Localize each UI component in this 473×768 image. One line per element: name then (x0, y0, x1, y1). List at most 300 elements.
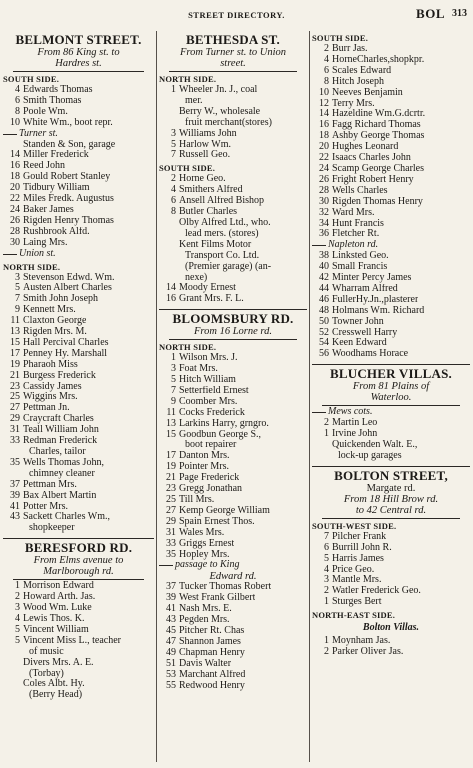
house-number: 2 (324, 585, 329, 597)
house-number: 24 (10, 203, 20, 215)
occupant-name: Fright Robert Henry (332, 174, 414, 185)
house-number: 10 (10, 116, 20, 128)
unnumbered-entry: Divers Mrs. A. E. (23, 656, 94, 668)
occupant-name: Woodhams Horace (332, 349, 409, 360)
directory-entry (3, 592, 154, 603)
directory-entry (3, 636, 154, 647)
street-heading: BLUCHER VILLAS. (330, 366, 452, 382)
house-number: 16 (319, 119, 329, 131)
house-number: 2 (324, 645, 329, 657)
directory-entry (312, 142, 470, 153)
house-number: 33 (166, 537, 176, 549)
house-number: 1 (171, 352, 176, 364)
directory-entry (159, 539, 307, 550)
occupant-name: Austen Albert Charles (23, 283, 112, 294)
house-number: 4 (324, 53, 329, 65)
side-heading: NORTH SIDE. (159, 74, 217, 84)
house-number: 3 (171, 363, 176, 375)
directory-entry (159, 582, 307, 593)
house-number: 56 (319, 348, 329, 360)
occupant-name: Wells Thomas John, (23, 457, 104, 468)
entry-continuation: Charles, tailor (29, 446, 86, 457)
directory-entry (159, 408, 307, 419)
directory-entry (312, 328, 470, 339)
house-number: 5 (15, 634, 20, 646)
house-number: 3 (15, 602, 20, 614)
occupant-name: Danton Mrs. (179, 451, 230, 462)
house-number: 36 (319, 228, 329, 240)
occupant-name: Wales Mrs. (179, 527, 225, 538)
occupant-name: Cassidy James (23, 381, 82, 392)
directory-entry (159, 648, 307, 659)
occupant-name: Minter Percy James (332, 273, 412, 284)
directory-entry (312, 295, 470, 306)
side-heading: SOUTH-WEST SIDE. (312, 520, 397, 531)
directory-entry (312, 77, 470, 88)
house-number: 35 (10, 456, 20, 468)
street-extent: Edward rd. (209, 571, 257, 583)
occupant-name: Miller Frederick (23, 150, 89, 161)
directory-entry (312, 543, 470, 554)
house-number: 9 (15, 304, 20, 316)
occupant-name: Larkins Harry, grngro. (179, 418, 269, 429)
occupant-name: Redwood Henry (179, 680, 245, 691)
occupant-name: White Wm., boot repr. (23, 117, 113, 128)
entry-continuation: lock-up garages (338, 449, 402, 461)
house-number: 39 (166, 592, 176, 604)
house-number: 55 (166, 679, 176, 691)
occupant-name: Burr Jas. (332, 44, 368, 54)
occupant-name: Williams John (179, 128, 237, 139)
directory-entry (159, 185, 307, 196)
house-number: 10 (319, 86, 329, 98)
street-extent: From 81 Plains of (352, 381, 430, 393)
directory-entry (159, 615, 307, 626)
house-number: 4 (171, 184, 176, 196)
occupant-name: Towner John (332, 316, 384, 327)
house-number: 17 (10, 347, 20, 359)
occupant-name: Pettman Mrs. (23, 479, 77, 490)
directory-entry (3, 194, 154, 205)
cross-street (312, 240, 470, 251)
occupant-name: Craycraft Charles (23, 414, 94, 425)
street-extent: Waterloo. (370, 392, 412, 404)
occupant-name: Mantle Mrs. (332, 575, 382, 586)
house-number: 30 (10, 236, 20, 248)
dash-mark (312, 412, 326, 413)
occupant-name: Vincent Miss L., teacher (23, 635, 121, 646)
directory-entry (312, 208, 470, 219)
house-number: 11 (10, 315, 20, 327)
occupant-name: Rigden Thomas Henry (332, 196, 423, 207)
house-number: 7 (15, 293, 20, 305)
occupant-name: Horne Geo. (179, 174, 226, 185)
directory-entry (312, 66, 470, 77)
occupant-name: Nash Mrs. E. (179, 604, 232, 615)
house-number: 23 (166, 483, 176, 495)
directory-entry (3, 294, 154, 305)
occupant-name: Keen Edward (332, 338, 387, 349)
occupant-name: Pilcher Frank (332, 531, 387, 542)
directory-entry (3, 338, 154, 349)
occupant-name: Spain Ernest Thos. (179, 516, 255, 527)
house-number: 37 (166, 581, 176, 593)
house-number: 3 (15, 271, 20, 283)
occupant-name: Edwards Thomas (23, 85, 93, 95)
house-number: 46 (319, 293, 329, 305)
house-number: 6 (324, 64, 329, 76)
directory-entry (159, 593, 307, 604)
occupant-name: Wells Charles (332, 185, 388, 196)
occupant-name: Pettman Jn. (23, 403, 70, 414)
directory-entry (159, 196, 307, 207)
column-3 (312, 31, 470, 764)
directory-entry (3, 382, 154, 393)
directory-entry (312, 197, 470, 208)
divider-rule (312, 364, 470, 365)
occupant-name: Vincent William (23, 624, 89, 635)
house-number: 37 (10, 478, 20, 490)
occupant-name: Setterfield Ernest (179, 385, 249, 396)
entry-continuation: (Torbay) (29, 667, 64, 679)
directory-entry (159, 659, 307, 670)
occupant-name: Till Mrs. (179, 495, 215, 505)
dash-mark (3, 254, 17, 255)
entry-continuation: shopkeeper (29, 522, 75, 534)
house-number: 14 (166, 282, 176, 294)
occupant-name: Parker Oliver Jas. (332, 646, 404, 657)
directory-entry (3, 614, 154, 625)
directory-entry (312, 554, 470, 565)
house-number: 32 (319, 206, 329, 218)
occupant-name: Tucker Thomas Robert (179, 582, 272, 593)
directory-entry (3, 480, 154, 491)
directory-entry (159, 174, 307, 185)
house-number: 11 (166, 406, 176, 418)
house-number: 2 (171, 173, 176, 185)
house-number: 25 (10, 391, 20, 403)
occupant-name: Grant Mrs. F. L. (179, 294, 244, 305)
directory-entry (312, 251, 470, 262)
entry-continuation: fruit merchant(stores) (185, 116, 272, 128)
street-heading: BLOOMSBURY RD. (172, 311, 294, 327)
directory-entry (3, 512, 154, 523)
directory-entry (159, 528, 307, 539)
house-number: 18 (319, 130, 329, 142)
directory-entry (312, 349, 470, 360)
house-number: 5 (15, 282, 20, 294)
directory-entry (3, 85, 154, 96)
house-number: 38 (319, 250, 329, 262)
house-number: 16 (166, 293, 176, 305)
house-number: 3 (171, 127, 176, 139)
directory-entry (3, 625, 154, 636)
occupant-name: Burgess Frederick (23, 370, 96, 381)
occupant-name: Shannon James (179, 636, 241, 647)
cross-street (312, 407, 470, 418)
occupant-name: Fagg Richard Thomas (332, 120, 421, 131)
house-number: 53 (166, 668, 176, 680)
occupant-name: Isaacs Charles John (332, 153, 411, 164)
occupant-name: Cresswell Harry (332, 327, 398, 338)
directory-entry (312, 44, 470, 55)
directory-entry (159, 397, 307, 408)
occupant-name: Gould Robert Stanley (23, 172, 111, 183)
divider-rule (3, 538, 154, 539)
directory-entry (159, 670, 307, 681)
house-number: 1 (324, 635, 329, 647)
directory-entry (3, 425, 154, 436)
house-number: 27 (166, 504, 176, 516)
directory-entry (312, 317, 470, 328)
occupant-name: Reed John (23, 161, 65, 172)
house-number: 43 (10, 511, 20, 523)
directory-entry (312, 186, 470, 197)
house-number: 5 (15, 623, 20, 635)
directory-entry (312, 175, 470, 186)
house-number: 26 (10, 214, 20, 226)
occupant-name: Wheeler Jn. J., coal (179, 85, 258, 95)
house-number: 54 (319, 337, 329, 349)
house-number: 25 (166, 494, 176, 505)
directory-entry (312, 306, 470, 317)
occupant-name: Hopley Mrs. (179, 549, 230, 560)
directory-entry (159, 626, 307, 637)
directory-entry (159, 506, 307, 517)
house-number: 19 (166, 461, 176, 473)
column-divider (309, 31, 310, 762)
unnumbered-entry: Coles Albt. Hy. (23, 678, 85, 690)
divider-rule (312, 466, 470, 467)
occupant-name: Kemp George William (179, 505, 270, 516)
occupant-name: Terry Mrs. (332, 98, 375, 109)
occupant-name: Pitcher Rt. Chas (179, 625, 245, 636)
dash-mark (3, 134, 17, 135)
directory-entry (3, 392, 154, 403)
directory-entry (159, 681, 307, 692)
house-number: 48 (319, 304, 329, 316)
side-heading: SOUTH SIDE. (3, 74, 60, 84)
house-number: 5 (171, 374, 176, 386)
house-number: 14 (319, 108, 329, 120)
house-number: 28 (319, 184, 329, 196)
house-number: 35 (166, 548, 176, 560)
directory-entry (3, 227, 154, 238)
house-number: 51 (166, 657, 176, 669)
house-number: 21 (10, 369, 20, 381)
occupant-name: Butler Charles (179, 207, 238, 218)
occupant-name: Coomber Mrs. (179, 396, 238, 407)
house-number: 15 (166, 428, 176, 440)
unnumbered-entry: Quickenden Walt. E., (332, 439, 418, 450)
divider-rule (13, 579, 144, 580)
directory-entry (159, 129, 307, 140)
occupant-name: Hitch William (179, 375, 236, 386)
directory-entry (159, 150, 307, 161)
house-number: 31 (10, 424, 20, 436)
directory-entry (312, 532, 470, 543)
house-number: 28 (10, 225, 20, 237)
occupant-name: West Frank Gilbert (179, 593, 256, 604)
house-number: 5 (171, 138, 176, 150)
divider-rule (322, 518, 460, 519)
house-number: 41 (166, 603, 176, 615)
column-1 (3, 31, 154, 764)
street-extent: street. (220, 58, 246, 69)
house-number: 17 (166, 450, 176, 462)
occupant-name: Davis Walter (179, 658, 232, 669)
directory-entry (3, 161, 154, 172)
directory-entry (3, 502, 154, 513)
house-number: 2 (324, 43, 329, 54)
occupant-name: Tidbury William (23, 183, 90, 194)
house-number: 6 (171, 195, 176, 207)
directory-entry (312, 586, 470, 597)
street-extent: From 16 Lorne rd. (194, 326, 272, 338)
directory-entry (159, 473, 307, 484)
column-divider (156, 31, 157, 762)
house-number: 21 (166, 472, 176, 484)
directory-entry (159, 294, 307, 305)
occupant-name: Price Geo. (332, 564, 375, 575)
house-number: 1 (15, 580, 20, 592)
house-number: 44 (319, 282, 329, 294)
entry-continuation: mer. (185, 94, 203, 106)
occupant-name: Miles Fredk. Augustus (23, 194, 114, 205)
directory-entry (312, 636, 470, 647)
running-title: STREET DIRECTORY. (188, 10, 285, 20)
occupant-name: Sturges Bert (332, 597, 382, 608)
occupant-name: Wood Wm. Luke (23, 603, 92, 614)
directory-entry (312, 120, 470, 131)
directory-entry (159, 517, 307, 528)
street-heading: BETHESDA ST. (186, 32, 280, 47)
directory-entry (312, 109, 470, 120)
side-heading: SOUTH SIDE. (312, 33, 369, 43)
house-number: 22 (10, 193, 20, 205)
divider-rule (169, 71, 297, 72)
directory-entry (312, 99, 470, 110)
cross-street-label: Mews cots. (328, 406, 373, 418)
house-number: 15 (10, 336, 20, 348)
occupant-name: Fletcher Rt. (332, 229, 380, 240)
house-number: 30 (319, 195, 329, 207)
cross-street-label: Turner st. (19, 127, 58, 139)
occupant-name: Baker James (23, 204, 74, 215)
side-heading: NORTH-EAST SIDE. (312, 610, 396, 621)
house-number: 8 (15, 105, 20, 117)
occupant-name: Hughes Leonard (332, 142, 399, 153)
house-number: 26 (319, 173, 329, 185)
entry-continuation: nexe) (185, 271, 208, 283)
street-extent: From 86 King st. to (37, 47, 120, 58)
directory-entry (3, 349, 154, 360)
house-number: 13 (166, 417, 176, 429)
house-number: 29 (166, 515, 176, 527)
divider-rule (159, 309, 307, 310)
house-number: 4 (324, 563, 329, 575)
directory-entry (159, 386, 307, 397)
unnumbered-entry: Standen & Son, garage (23, 138, 116, 150)
directory-entry (312, 575, 470, 586)
directory-entry (3, 172, 154, 183)
cross-street-label: Union st. (19, 247, 56, 259)
occupant-name: Rigden Mrs. M. (23, 327, 87, 338)
directory-entry (159, 495, 307, 506)
occupant-name: Stevenson Edwd. Wm. (23, 272, 115, 283)
dash-mark (159, 565, 173, 566)
directory-entry (3, 183, 154, 194)
directory-entry (3, 414, 154, 425)
house-number: 16 (10, 160, 20, 172)
house-number: 45 (166, 624, 176, 636)
street-extent: Hardres st. (55, 58, 102, 69)
directory-entry (159, 451, 307, 462)
entry-continuation: (Premier garage) (an- (185, 260, 272, 272)
house-number: 52 (319, 326, 329, 338)
occupant-name: Wiggins Mrs. (23, 392, 78, 403)
directory-entry (312, 338, 470, 349)
occupant-name: Holmans Wm. Richard (332, 305, 425, 316)
street-extent: From 18 Hill Brow rd. (343, 493, 439, 505)
directory-entry (3, 107, 154, 118)
side-heading: SOUTH SIDE. (159, 163, 216, 174)
occupant-name: Lewis Thos. K. (23, 613, 85, 624)
directory-entry (312, 418, 470, 429)
occupant-name: Wharram Alfred (332, 283, 398, 294)
directory-entry (312, 565, 470, 576)
occupant-name: Harlow Wm. (179, 139, 232, 150)
directory-entry (3, 360, 154, 371)
occupant-name: Pegden Mrs. (179, 615, 230, 626)
house-number: 20 (319, 141, 329, 153)
occupant-name: Teall William John (23, 425, 99, 436)
entry-continuation: chimney cleaner (29, 467, 95, 479)
directory-entry (159, 140, 307, 151)
directory-entry (159, 484, 307, 495)
occupant-name: Moody Ernest (179, 283, 236, 294)
house-number: 4 (15, 612, 20, 624)
occupant-name: Penney Hy. Marshall (23, 348, 108, 359)
house-number: 41 (10, 500, 20, 512)
occupant-name: Rushbrook Alfd. (23, 226, 90, 237)
directory-entry (3, 403, 154, 414)
house-number: 31 (166, 526, 176, 538)
directory-entry (3, 305, 154, 316)
occupant-name: Hall Percival Charles (23, 337, 109, 348)
section-letters: BOL (416, 6, 445, 21)
occupant-name: Wilson Mrs. J. (179, 353, 238, 364)
directory-entry (3, 150, 154, 161)
directory-entry (3, 603, 154, 614)
house-number: 1 (324, 428, 329, 440)
house-number: 12 (319, 97, 329, 109)
house-number: 40 (319, 261, 329, 273)
house-number: 7 (324, 530, 329, 542)
house-number: 18 (10, 171, 20, 183)
cross-street (159, 560, 307, 571)
occupant-name: Marchant Alfred (179, 669, 246, 680)
occupant-name: Cocks Frederick (179, 407, 245, 418)
house-number: 7 (171, 149, 176, 161)
street-heading: BELMONT STREET. (15, 32, 142, 47)
house-number: 7 (171, 384, 176, 396)
directory-entry (3, 273, 154, 284)
house-number: 24 (319, 162, 329, 174)
house-number: 14 (10, 149, 20, 161)
occupant-name: Bax Albert Martin (23, 490, 97, 501)
directory-entry (3, 327, 154, 338)
